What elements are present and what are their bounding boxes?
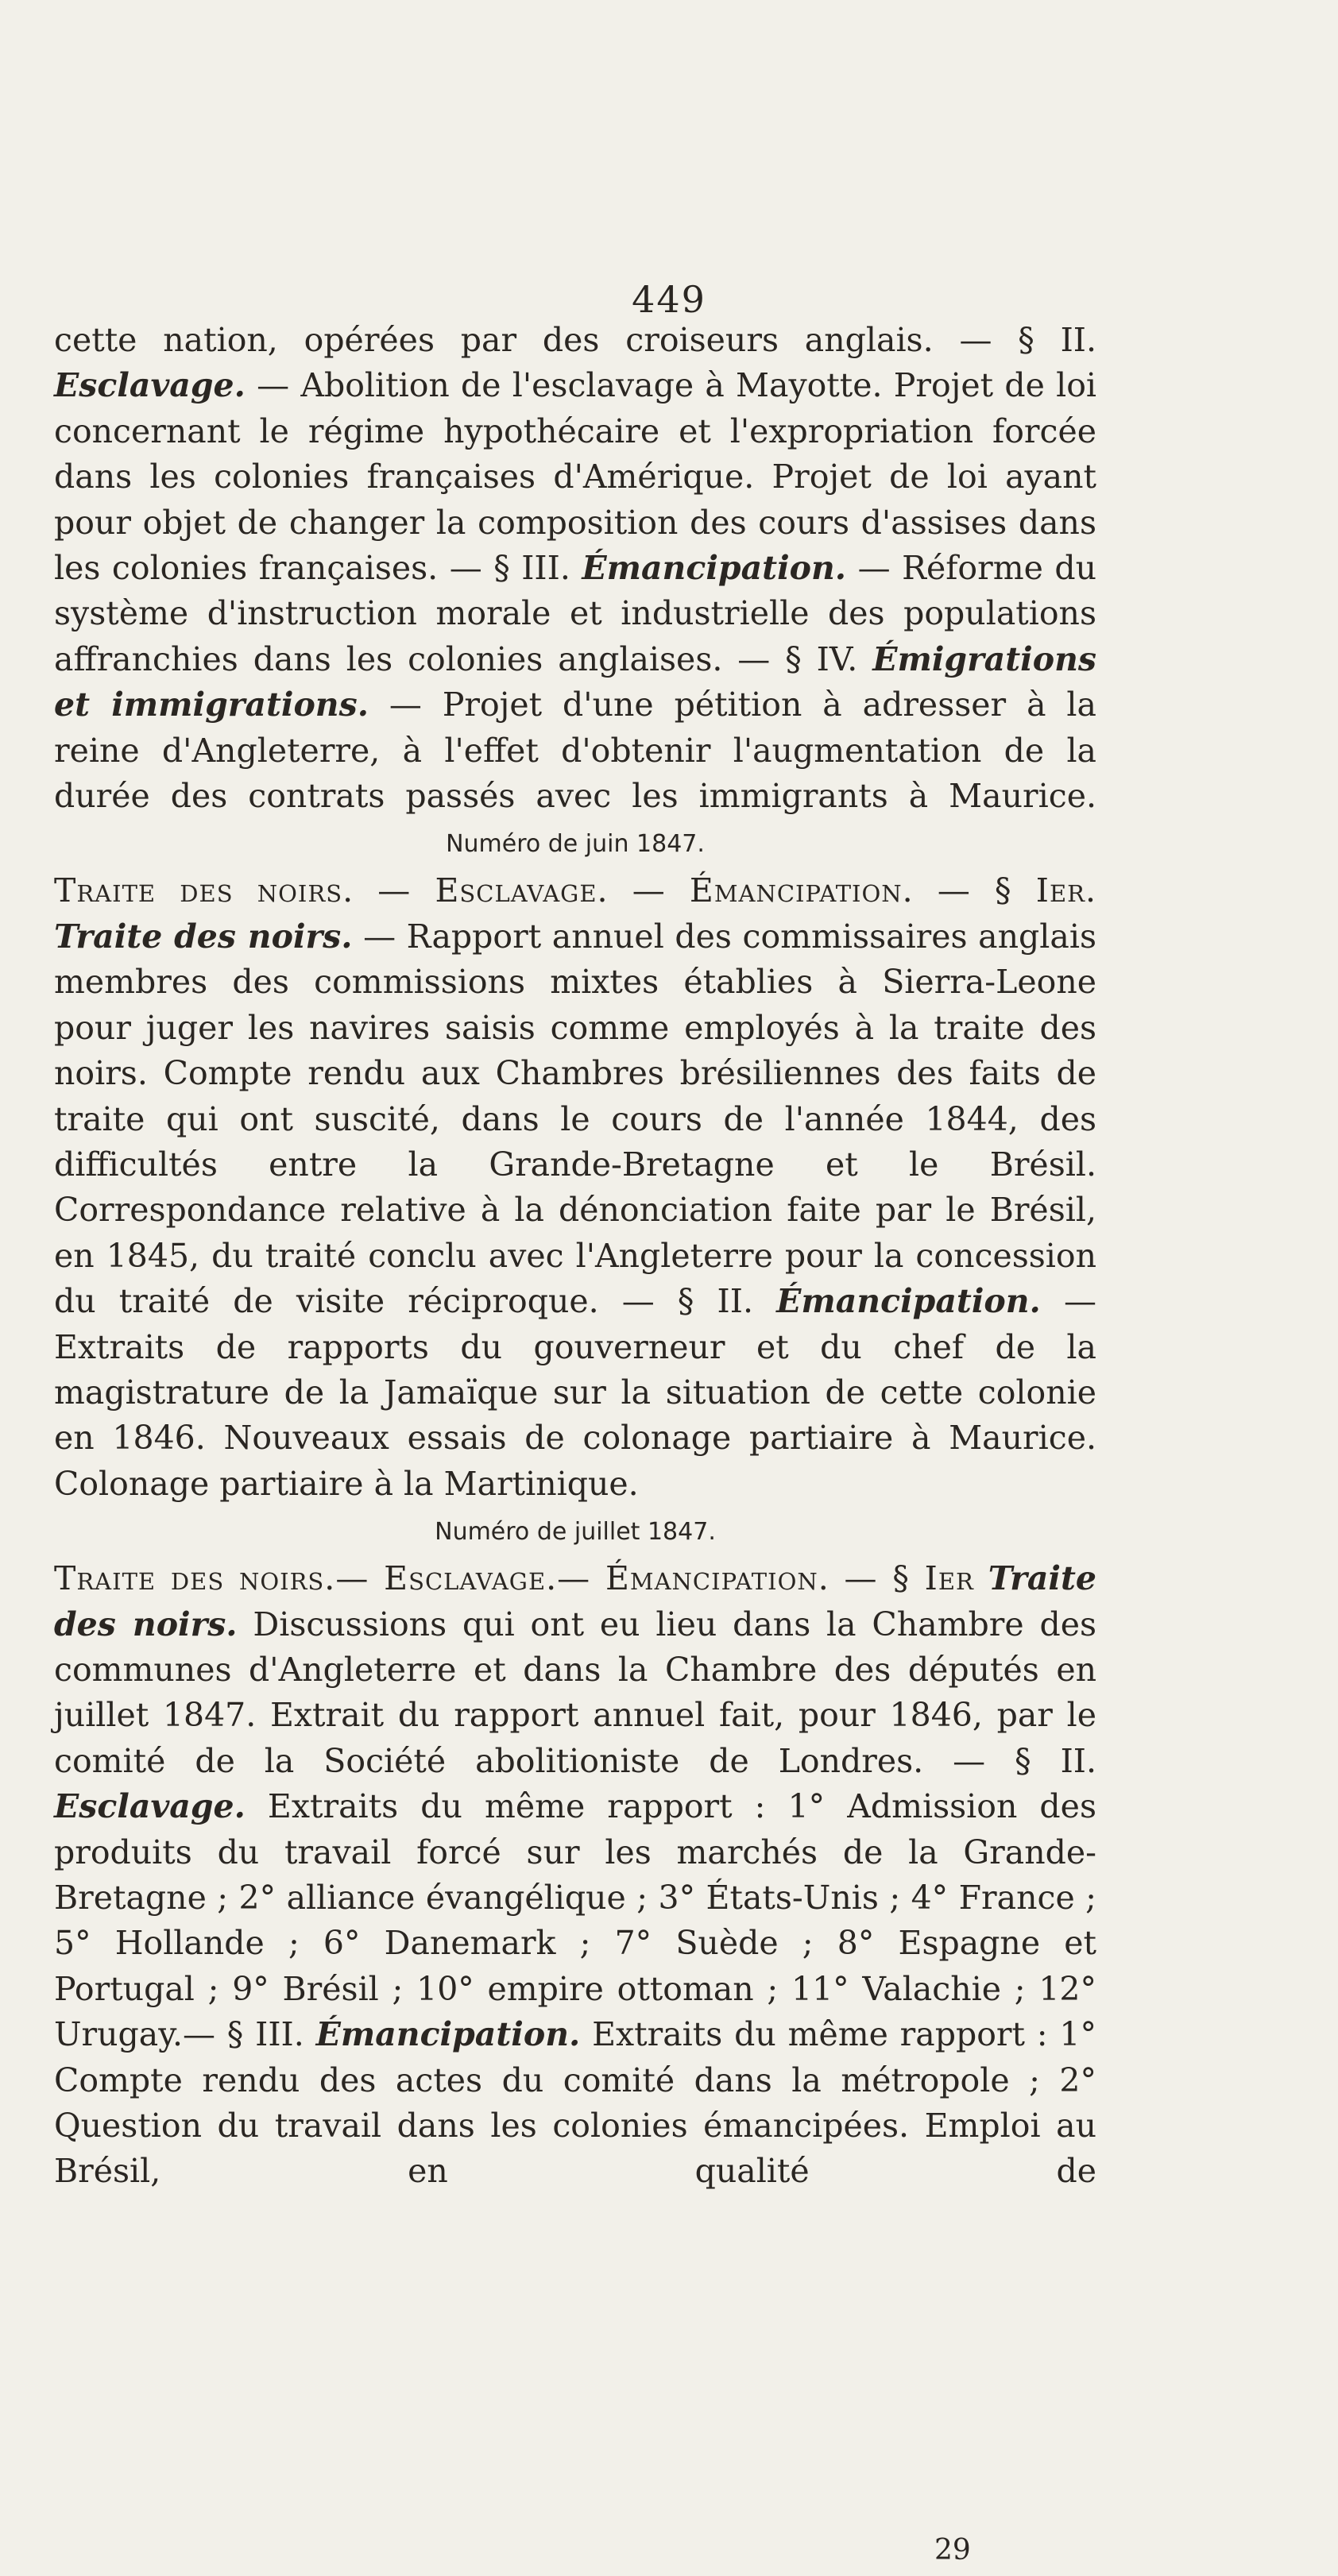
signature-mark: 29: [934, 2534, 971, 2566]
paragraph-2-text-b: — Extraits de rapports du gouverneur et du chef de la magistrature de la Jamaïque sur la situation de cette colonie en 1846. Nouveaux essais de colonage partiaire à Maurice. Colonage partiaire à la Martinique.: [54, 1282, 1096, 1503]
emancipation-label: Émancipation.: [776, 1282, 1041, 1321]
issue-heading-july: Numéro de juillet 1847.: [435, 1518, 716, 1547]
section-heading-july: Traite des noirs.— Esclavage.— Émancipation. — § Ier: [54, 1559, 974, 1598]
paragraph-3-text-c: Extraits du même rapport : 1° Compte rendu des actes du comité dans la métropole ; 2° Question du travail dans les colonies émancipées. Emploi au Brésil, en qualité de: [54, 2015, 1096, 2191]
paragraph-1-text-d: — Projet d'une pétition à adresser à la reine d'Angleterre, à l'effet d'obtenir l'augmentation de la durée des contrats passés avec les immigrants à Maurice.: [54, 686, 1096, 816]
issue-heading-june: Numéro de juin 1847.: [446, 830, 705, 859]
esclavage-label: Esclavage.: [54, 366, 246, 405]
paragraph-3-text-b: Extraits du même rapport : 1° Admission des produits du travail forcé sur les marchés de la Grande-Bretagne ; 2° alliance évangélique ; 3° États-Unis ; 4° France ; 5° Hollande ; 6° Danemark ; 7° Suède ; 8° Espagne et Portugal ; 9° Brésil ; 10° empire ottoman ; 11° Valachie ; 12° Urugay.— § III.: [54, 1787, 1096, 2054]
text-block: [54, 318, 1096, 2195]
emancipation-label: Émancipation.: [315, 2015, 581, 2054]
page-number: 449: [632, 278, 706, 321]
paragraph-3: [54, 1556, 1096, 2195]
paragraph-2-text: — Rapport annuel des commissaires anglais membres des commissions mixtes établies à Sierra-Leone pour juger les navires saisis comme employés à la traite des noirs. Compte rendu aux Chambres brésiliennes des faits de traite qui ont suscité, dans le cours de l'année 1844, des difficultés entre la Grande-Bretagne et le Brésil. Correspondance relative à la dénonciation faite par le Brésil, en 1845, du traité conclu avec l'Angleterre pour la concession du traité de visite réciproque. — § II.: [54, 917, 1096, 1321]
emigrations-label: Émigrations et immigrations.: [54, 639, 1096, 724]
paragraph-2: [54, 868, 1096, 1507]
traite-label: Traite des noirs.: [54, 1559, 1096, 1643]
paragraph-1-text: cette nation, opérées par des croiseurs anglais. — § II.: [54, 321, 1096, 359]
traite-label: Traite des noirs.: [54, 917, 353, 956]
paragraph-1-text-b: — Abolition de l'esclavage à Mayotte. Projet de loi concernant le régime hypothécaire et l'expropriation forcée dans les colonies françaises d'Amérique. Projet de loi ayant pour objet de changer la composition des cours d'assises dans les colonies françaises. — § III.: [54, 366, 1096, 588]
emancipation-label: Émancipation.: [582, 549, 847, 588]
paragraph-3-text: Discussions qui ont eu lieu dans la Chambre des communes d'Angleterre et dans la Chambre des députés en juillet 1847. Extrait du rapport annuel fait, pour 1846, par le comité de la Société abolitioniste de Londres. — § II.: [54, 1605, 1096, 1780]
section-heading-june: Traite des noirs. — Esclavage. — Émancipation. — § Ier.: [54, 871, 1096, 910]
paragraph-1-text-c: — Réforme du système d'instruction morale et industrielle des populations affranchies dans les colonies anglaises. — § IV.: [54, 549, 1096, 678]
paragraph-1: [54, 318, 1096, 819]
esclavage-label: Esclavage.: [54, 1787, 246, 1826]
